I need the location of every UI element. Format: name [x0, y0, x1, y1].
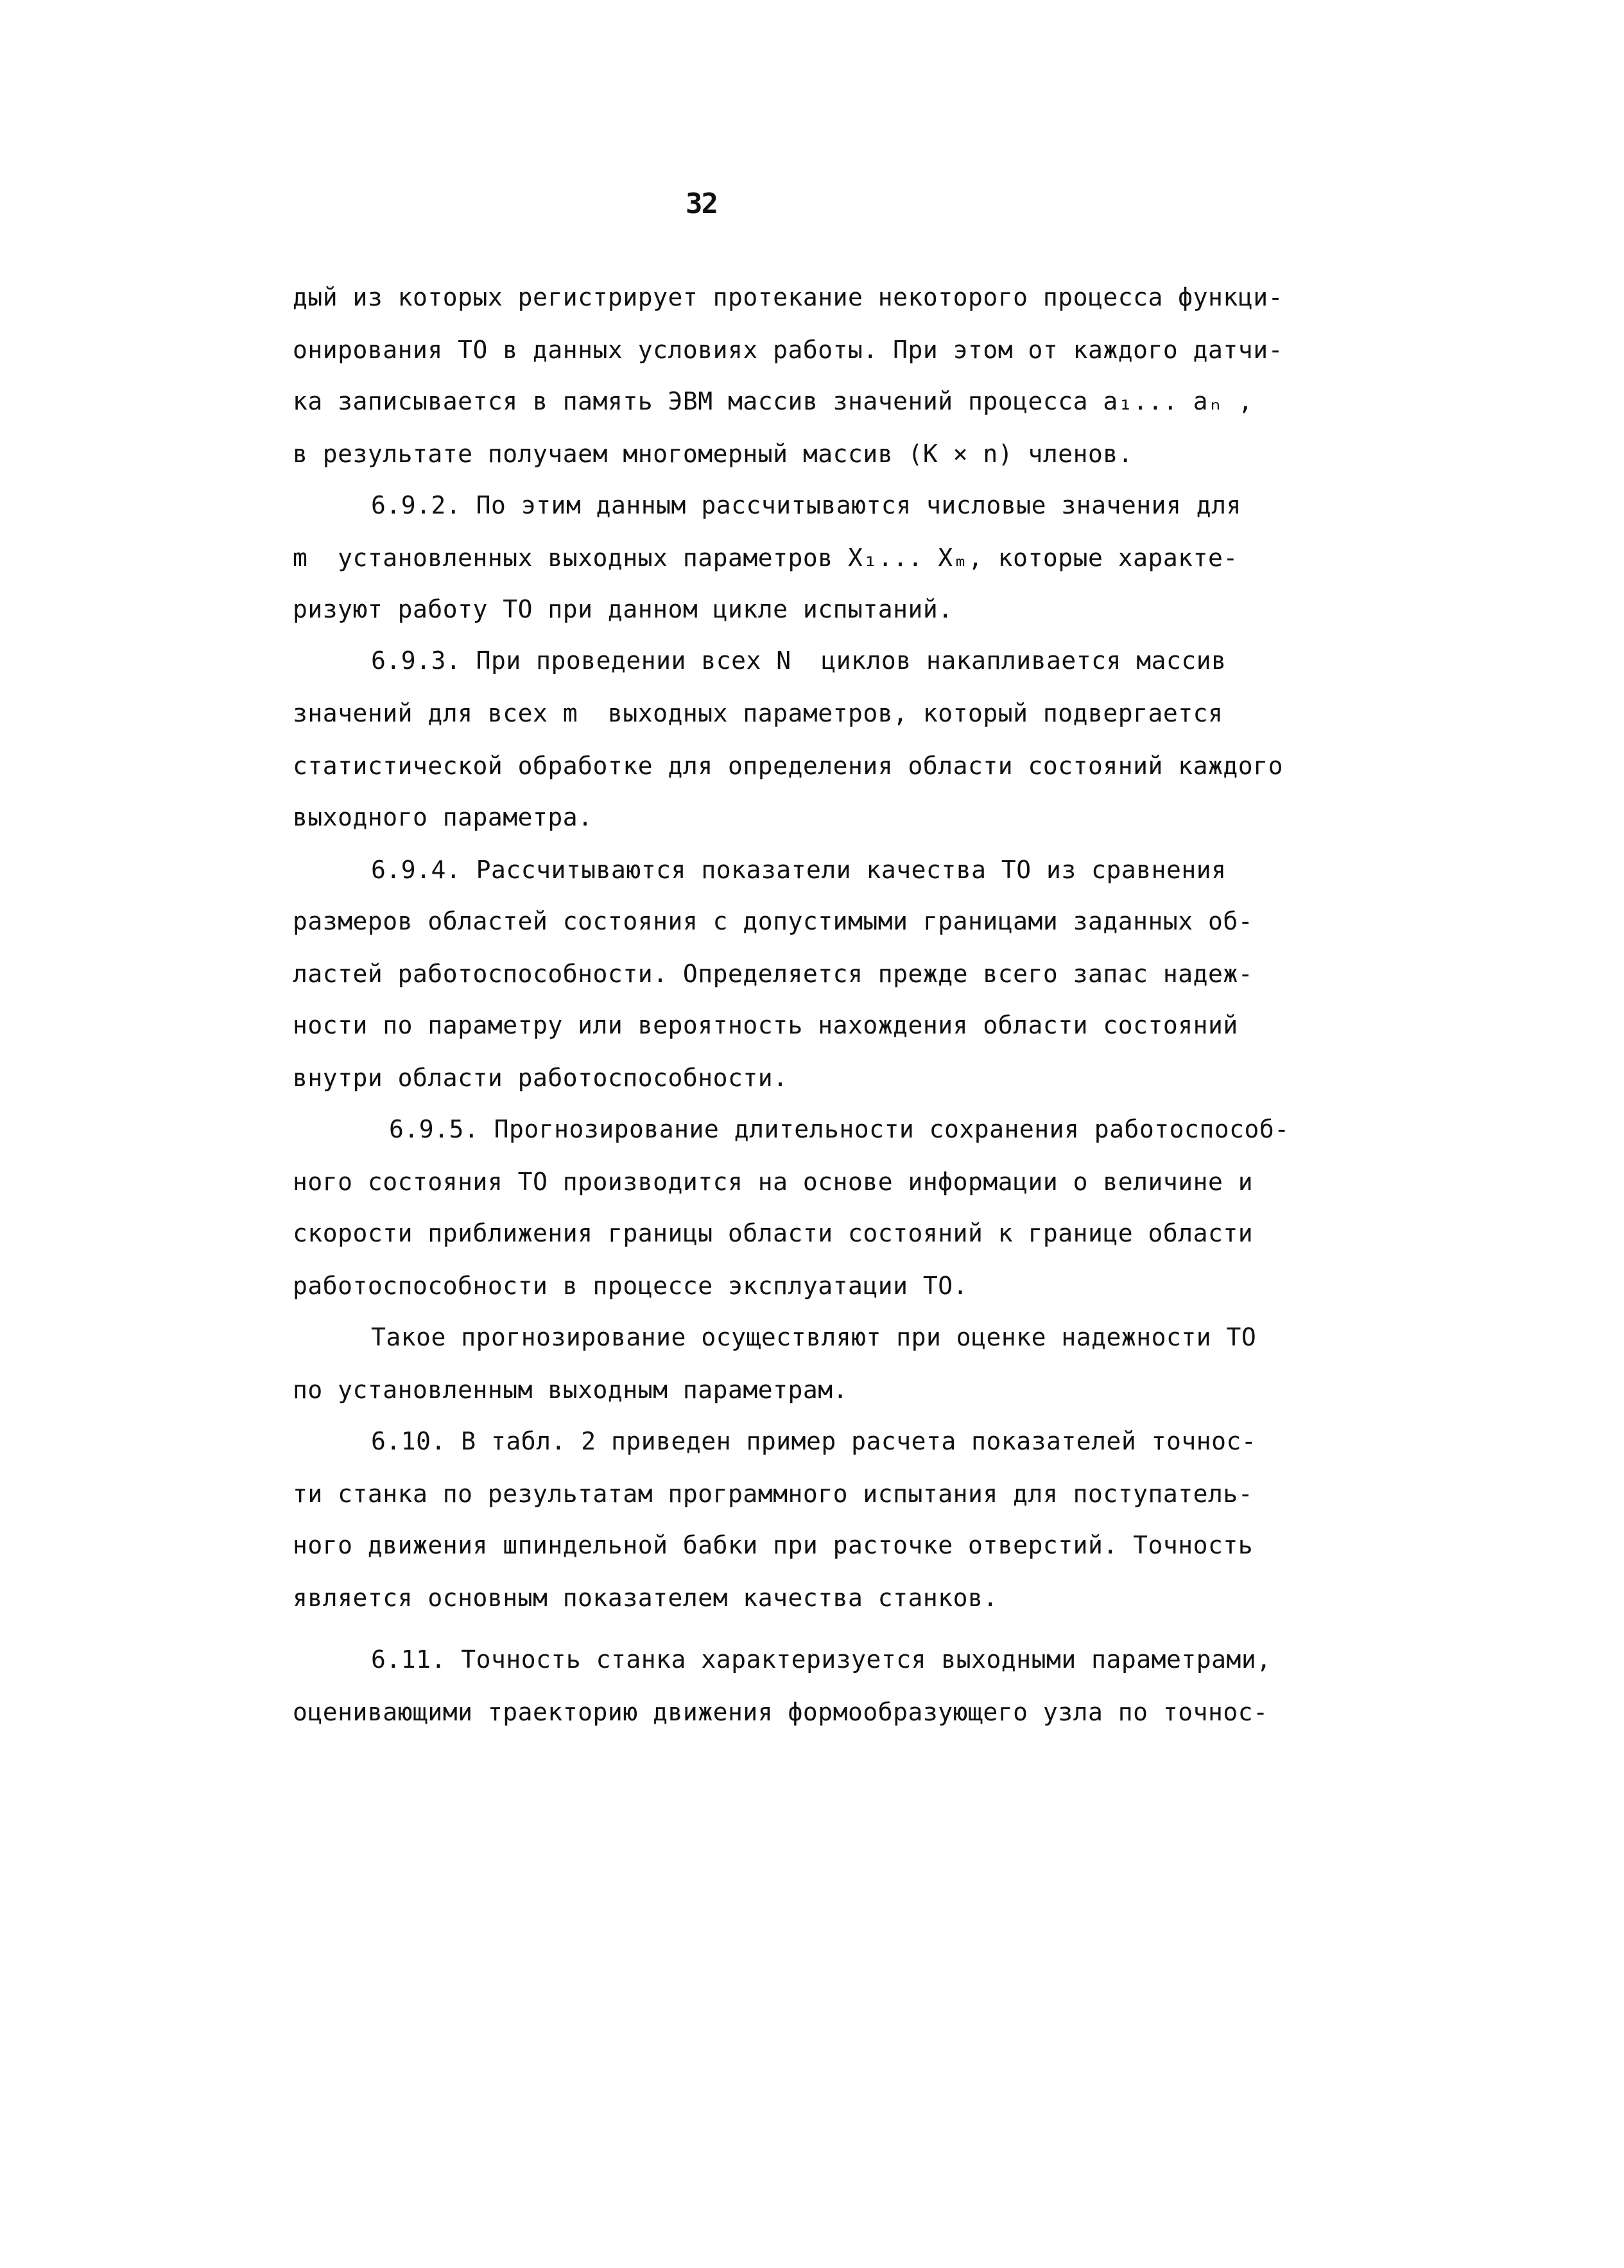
text-line: ного состояния ТО производится на основе информации о величине и [293, 1168, 1254, 1196]
text-line: 6.9.4. Рассчитываются показатели качества ТО из сравнения [371, 856, 1227, 884]
text-line: 6.9.5. Прогнозирование длительности сохранения работоспособ- [389, 1115, 1290, 1143]
text-line: статистической обработке для определения области состояний каждого [293, 752, 1283, 780]
text-line: ризуют работу ТО при данном цикле испытаний. [293, 595, 953, 623]
text-line: ти станка по результатам программного испытания для поступатель- [293, 1480, 1254, 1508]
text-line: 6.9.3. При проведении всех N циклов накапливается массив [371, 646, 1227, 675]
text-line: ности по параметру или вероятность нахождения области состояний [293, 1011, 1238, 1039]
text-line: ластей работоспособности. Определяется прежде всего запас надеж- [293, 960, 1254, 988]
text-line: в результате получаем многомерный массив (K × n) членов. [293, 440, 1134, 468]
text-line: дый из которых регистрирует протекание некоторого процесса функци- [293, 283, 1283, 311]
text-line: Такое прогнозирование осуществляют при оценке надежности ТО [371, 1323, 1257, 1351]
text-line: скорости приближения границы области состояний к границе области [293, 1219, 1254, 1247]
text-line: 6.9.2. По этим данным рассчитываются числовые значения для [371, 491, 1241, 519]
text-line: оценивающими траекторию движения формообразующего узла по точнос- [293, 1698, 1268, 1726]
text-line: m установленных выходных параметров X₁... Xₘ, которые характе- [293, 544, 1238, 572]
page-number: 32 [686, 187, 717, 220]
text-line: по установленным выходным параметрам. [293, 1376, 848, 1404]
text-line: внутри области работоспособности. [293, 1064, 788, 1092]
text-line: размеров областей состояния с допустимыми границами заданных об- [293, 907, 1254, 935]
text-line: 6.10. В табл. 2 приведен пример расчета показателей точнос- [371, 1427, 1257, 1455]
text-line: онирования ТО в данных условиях работы. При этом от каждого датчи- [293, 336, 1283, 364]
text-line: выходного параметра. [293, 803, 593, 831]
text-line: работоспособности в процессе эксплуатации ТО. [293, 1272, 969, 1300]
text-line: ного движения шпиндельной бабки при расточке отверстий. Точность [293, 1531, 1254, 1559]
text-line: ка записывается в память ЭВМ массив значений процесса a₁... aₙ , [293, 387, 1254, 415]
text-line: является основным показателем качества станков. [293, 1584, 998, 1612]
text-line: 6.11. Точность станка характеризуется выходными параметрами, [371, 1645, 1272, 1674]
text-line: значений для всех m выходных параметров, который подвергается [293, 699, 1223, 727]
